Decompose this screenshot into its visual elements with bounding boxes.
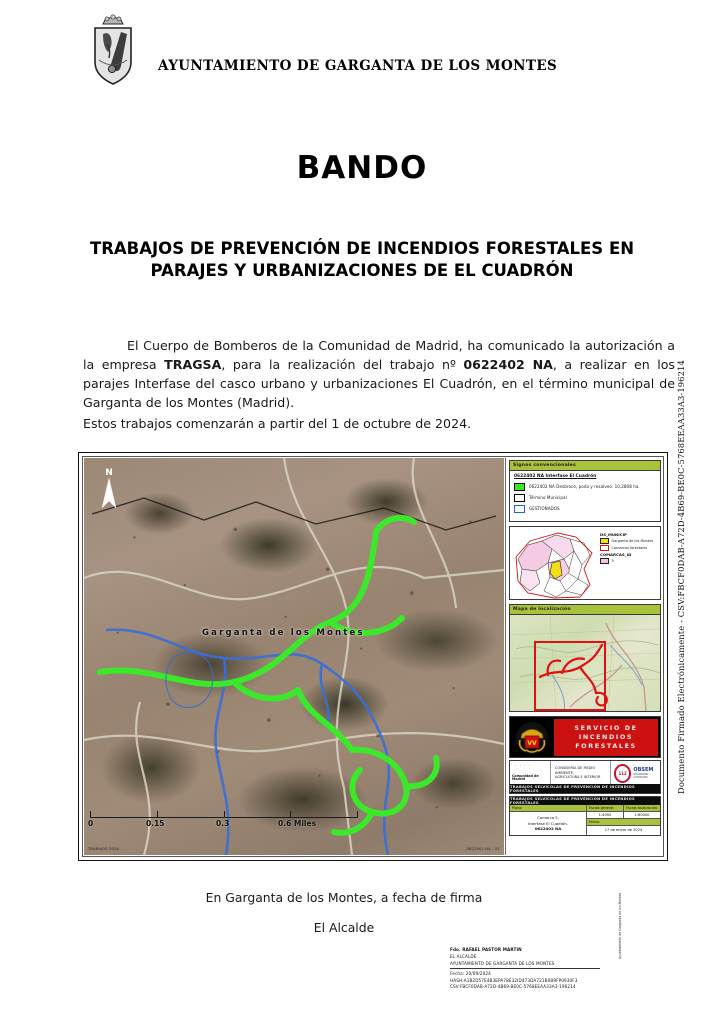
legend-panel bbox=[509, 460, 661, 522]
paragraph-1-text-c: , a realizar en los parajes Interfase del casco urbano y urbanizaciones El Cuadrón, en el término municipal de Garganta de los Montes (Madrid). bbox=[83, 357, 675, 411]
legend-item-label: 0622402 NA Desbroce, poda y resalveo. 10,2808 ha. bbox=[529, 484, 640, 489]
signature-hash: HASH:A1B2D57E4B3EPA78E32ID473DA721B0B9FP0930F3 bbox=[450, 977, 578, 983]
municipality-inset-panel bbox=[509, 526, 661, 600]
map-place-label: Garganta de los Montes bbox=[202, 628, 365, 638]
svg-text:VV: VV bbox=[527, 740, 537, 747]
plano-line-2: Interfase El Cuadrón. bbox=[528, 820, 568, 826]
escala-general-label: Escala general: bbox=[587, 805, 624, 811]
title-block-plano-label: Plano: bbox=[510, 805, 586, 812]
signer-entity: AYUNTAMIENTO DE GARGANTA DE LOS MONTES bbox=[450, 960, 555, 966]
locator-map bbox=[510, 615, 660, 711]
consejeria-line-1: CONSEJERÍA DE MEDIO AMBIENTE, bbox=[555, 766, 596, 775]
signature-csv: CSV:FBCF0DAB-A72D-4B69-BE0C-5768EEAA33A3-196214 bbox=[450, 984, 576, 990]
electronic-signature-sidebar bbox=[676, 14, 686, 794]
escala-localizacion-label: Escala localización: bbox=[624, 805, 660, 811]
paragraph-1-text-a: El Cuerpo de Bomberos de la Comunidad de Madrid, ha comunicado la autorización a la empresa bbox=[83, 338, 675, 373]
locator-extent-box bbox=[534, 641, 606, 711]
municip-legend-item bbox=[600, 538, 660, 544]
scale-label-2: 0.3 bbox=[216, 819, 230, 828]
plano-line-3: 0622402 NA bbox=[534, 826, 562, 832]
map-inner-frame bbox=[82, 456, 664, 857]
municip-swatch-comarca bbox=[600, 545, 609, 551]
municipality-inset-map bbox=[512, 529, 598, 599]
comunidad-marks: · · · · bbox=[515, 763, 531, 768]
map-scale-bar bbox=[90, 811, 358, 833]
fecha-value: 17 de enero de 2024 bbox=[604, 828, 643, 832]
municip-legend-item bbox=[600, 545, 660, 551]
body-paragraph-2: Estos trabajos comenzarán a partir del 1 de octubre de 2024. bbox=[83, 416, 472, 431]
fire-service-title bbox=[554, 719, 658, 756]
municip-legend-item bbox=[600, 558, 660, 564]
document-header bbox=[0, 14, 724, 86]
legend-swatch-managed bbox=[514, 505, 525, 513]
electronic-signature-sidebar-text: Documento Firmado Electrónicamente - CSV:FBCF0DAB-A72D-4B69-BE0C-5768EEAA33A3-196214 bbox=[676, 360, 686, 794]
company-name: TRAGSA bbox=[164, 357, 222, 373]
signature-divider bbox=[450, 968, 600, 969]
municip-legend-header-1: DS_MUNICIP bbox=[600, 532, 627, 537]
legend-swatch-green bbox=[514, 483, 525, 491]
obsem-name: OBSEM bbox=[633, 766, 654, 773]
map-corner-right: 0622402 NA - 01 bbox=[466, 847, 500, 851]
emergency-112-icon: 112 bbox=[614, 764, 631, 783]
locator-panel bbox=[509, 604, 661, 712]
organization-title: AYUNTAMIENTO DE GARGANTA DE LOS MONTES bbox=[158, 58, 558, 74]
title-block-plano-value bbox=[510, 812, 586, 835]
escala-localizacion-value: 1:60000 bbox=[634, 813, 650, 817]
map-figure bbox=[78, 452, 668, 861]
fire-service-line-2: INCENDIOS bbox=[578, 732, 634, 741]
municipality-inset-legend bbox=[600, 532, 660, 565]
signer-role: EL ALCALDE bbox=[450, 953, 477, 959]
escala-general-value: 1:4000 bbox=[587, 812, 624, 818]
legend-item-label: Término Municipal bbox=[529, 495, 567, 500]
comunidad-de-madrid-logo-icon bbox=[510, 761, 551, 785]
scale-label-0: 0 bbox=[88, 819, 94, 828]
closing-role: El Alcalde bbox=[313, 920, 375, 935]
legend-title: 0622402 NA Interfase El Cuadrón bbox=[514, 474, 597, 479]
scale-value-row bbox=[587, 812, 660, 819]
legend-panel-header: Signos convencionales bbox=[510, 461, 660, 471]
legend-item-label: GESTIONADOS bbox=[529, 506, 560, 511]
consejeria-text bbox=[551, 761, 611, 785]
municip-item-label: Comarcas forestales bbox=[611, 545, 648, 550]
work-number: 0622402 NA bbox=[463, 357, 553, 373]
signer-name: Fdo. RAFAEL PASTOR MARTIN bbox=[450, 947, 522, 952]
municipal-crest-icon bbox=[85, 14, 141, 86]
legend-swatch-boundary bbox=[514, 494, 525, 502]
fire-brigade-emblem-icon bbox=[514, 720, 550, 755]
title-block-plano bbox=[510, 805, 587, 835]
fire-service-panel bbox=[509, 716, 661, 758]
logos-row bbox=[510, 761, 660, 785]
signature-side-note: Ayuntamiento de Garganta de los Montes bbox=[618, 892, 622, 959]
paragraph-1-text-b: , para la realización del trabajo nº bbox=[221, 357, 464, 373]
body-paragraph-1 bbox=[83, 336, 675, 413]
institutional-logos-panel bbox=[509, 760, 661, 794]
digital-signature-stamp bbox=[450, 892, 622, 991]
municip-swatch-pink bbox=[600, 558, 609, 564]
comunidad-name: Comunidad de Madrid bbox=[512, 773, 539, 782]
title-block-grid bbox=[510, 805, 660, 835]
municip-item-label: Garganta de los Montes bbox=[611, 538, 654, 543]
locator-panel-header: Mapa de localización bbox=[510, 605, 660, 615]
fecha-label: Fecha: bbox=[587, 819, 660, 825]
map-vector-overlay bbox=[84, 458, 504, 855]
fecha-header-row bbox=[587, 819, 660, 826]
plano-line-1: Comarca 5. bbox=[537, 814, 559, 820]
page-subtitle: TRABAJOS DE PREVENCIÓN DE INCENDIOS FORESTALES EN PARAJES Y URBANIZACIONES DE EL CUADRÓN bbox=[89, 239, 635, 281]
municip-item-label: 5 bbox=[611, 558, 614, 563]
scale-label-1: 0.15 bbox=[146, 819, 165, 828]
map-title-block bbox=[509, 796, 661, 836]
page-title: BANDO bbox=[296, 150, 428, 186]
legend-item bbox=[510, 503, 660, 514]
north-arrow-icon bbox=[98, 466, 120, 512]
map-corner-left: TRABAJOS 2024 bbox=[88, 847, 119, 851]
fire-service-line-1: SERVICIO DE bbox=[574, 723, 638, 732]
obsem-logo-icon bbox=[611, 761, 660, 785]
municip-swatch-yellow bbox=[600, 538, 609, 544]
consejeria-line-2: AGRICULTURA E INTERIOR bbox=[555, 775, 601, 780]
obsem-subtitle: ORGANISMO AUTÓNOMO bbox=[633, 772, 649, 779]
title-block-banner: TRABAJOS SELVÍCOLAS DE PREVENCIÓN DE INCENDIOS FORESTALES bbox=[510, 797, 660, 805]
map-legend-column bbox=[505, 458, 664, 855]
title-block-scales bbox=[587, 805, 660, 835]
scale-label-3: 0.6 Miles bbox=[278, 819, 317, 828]
fire-service-line-3: FORESTALES bbox=[575, 742, 637, 751]
works-banner-text: TRABAJOS SELVÍCOLAS DE PREVENCIÓN DE INCENDIOS FORESTALES bbox=[510, 784, 660, 793]
svg-text:N: N bbox=[105, 468, 113, 478]
satellite-imagery bbox=[84, 458, 504, 855]
scale-header-row bbox=[587, 805, 660, 812]
legend-item bbox=[510, 481, 660, 492]
legend-item bbox=[510, 492, 660, 503]
closing-place: En Garganta de los Montes, a fecha de firma bbox=[205, 890, 483, 905]
municip-legend-header-3: COMARCAS_ID bbox=[600, 552, 632, 557]
signature-date: Fecha: 20/09/2024 bbox=[450, 970, 491, 976]
